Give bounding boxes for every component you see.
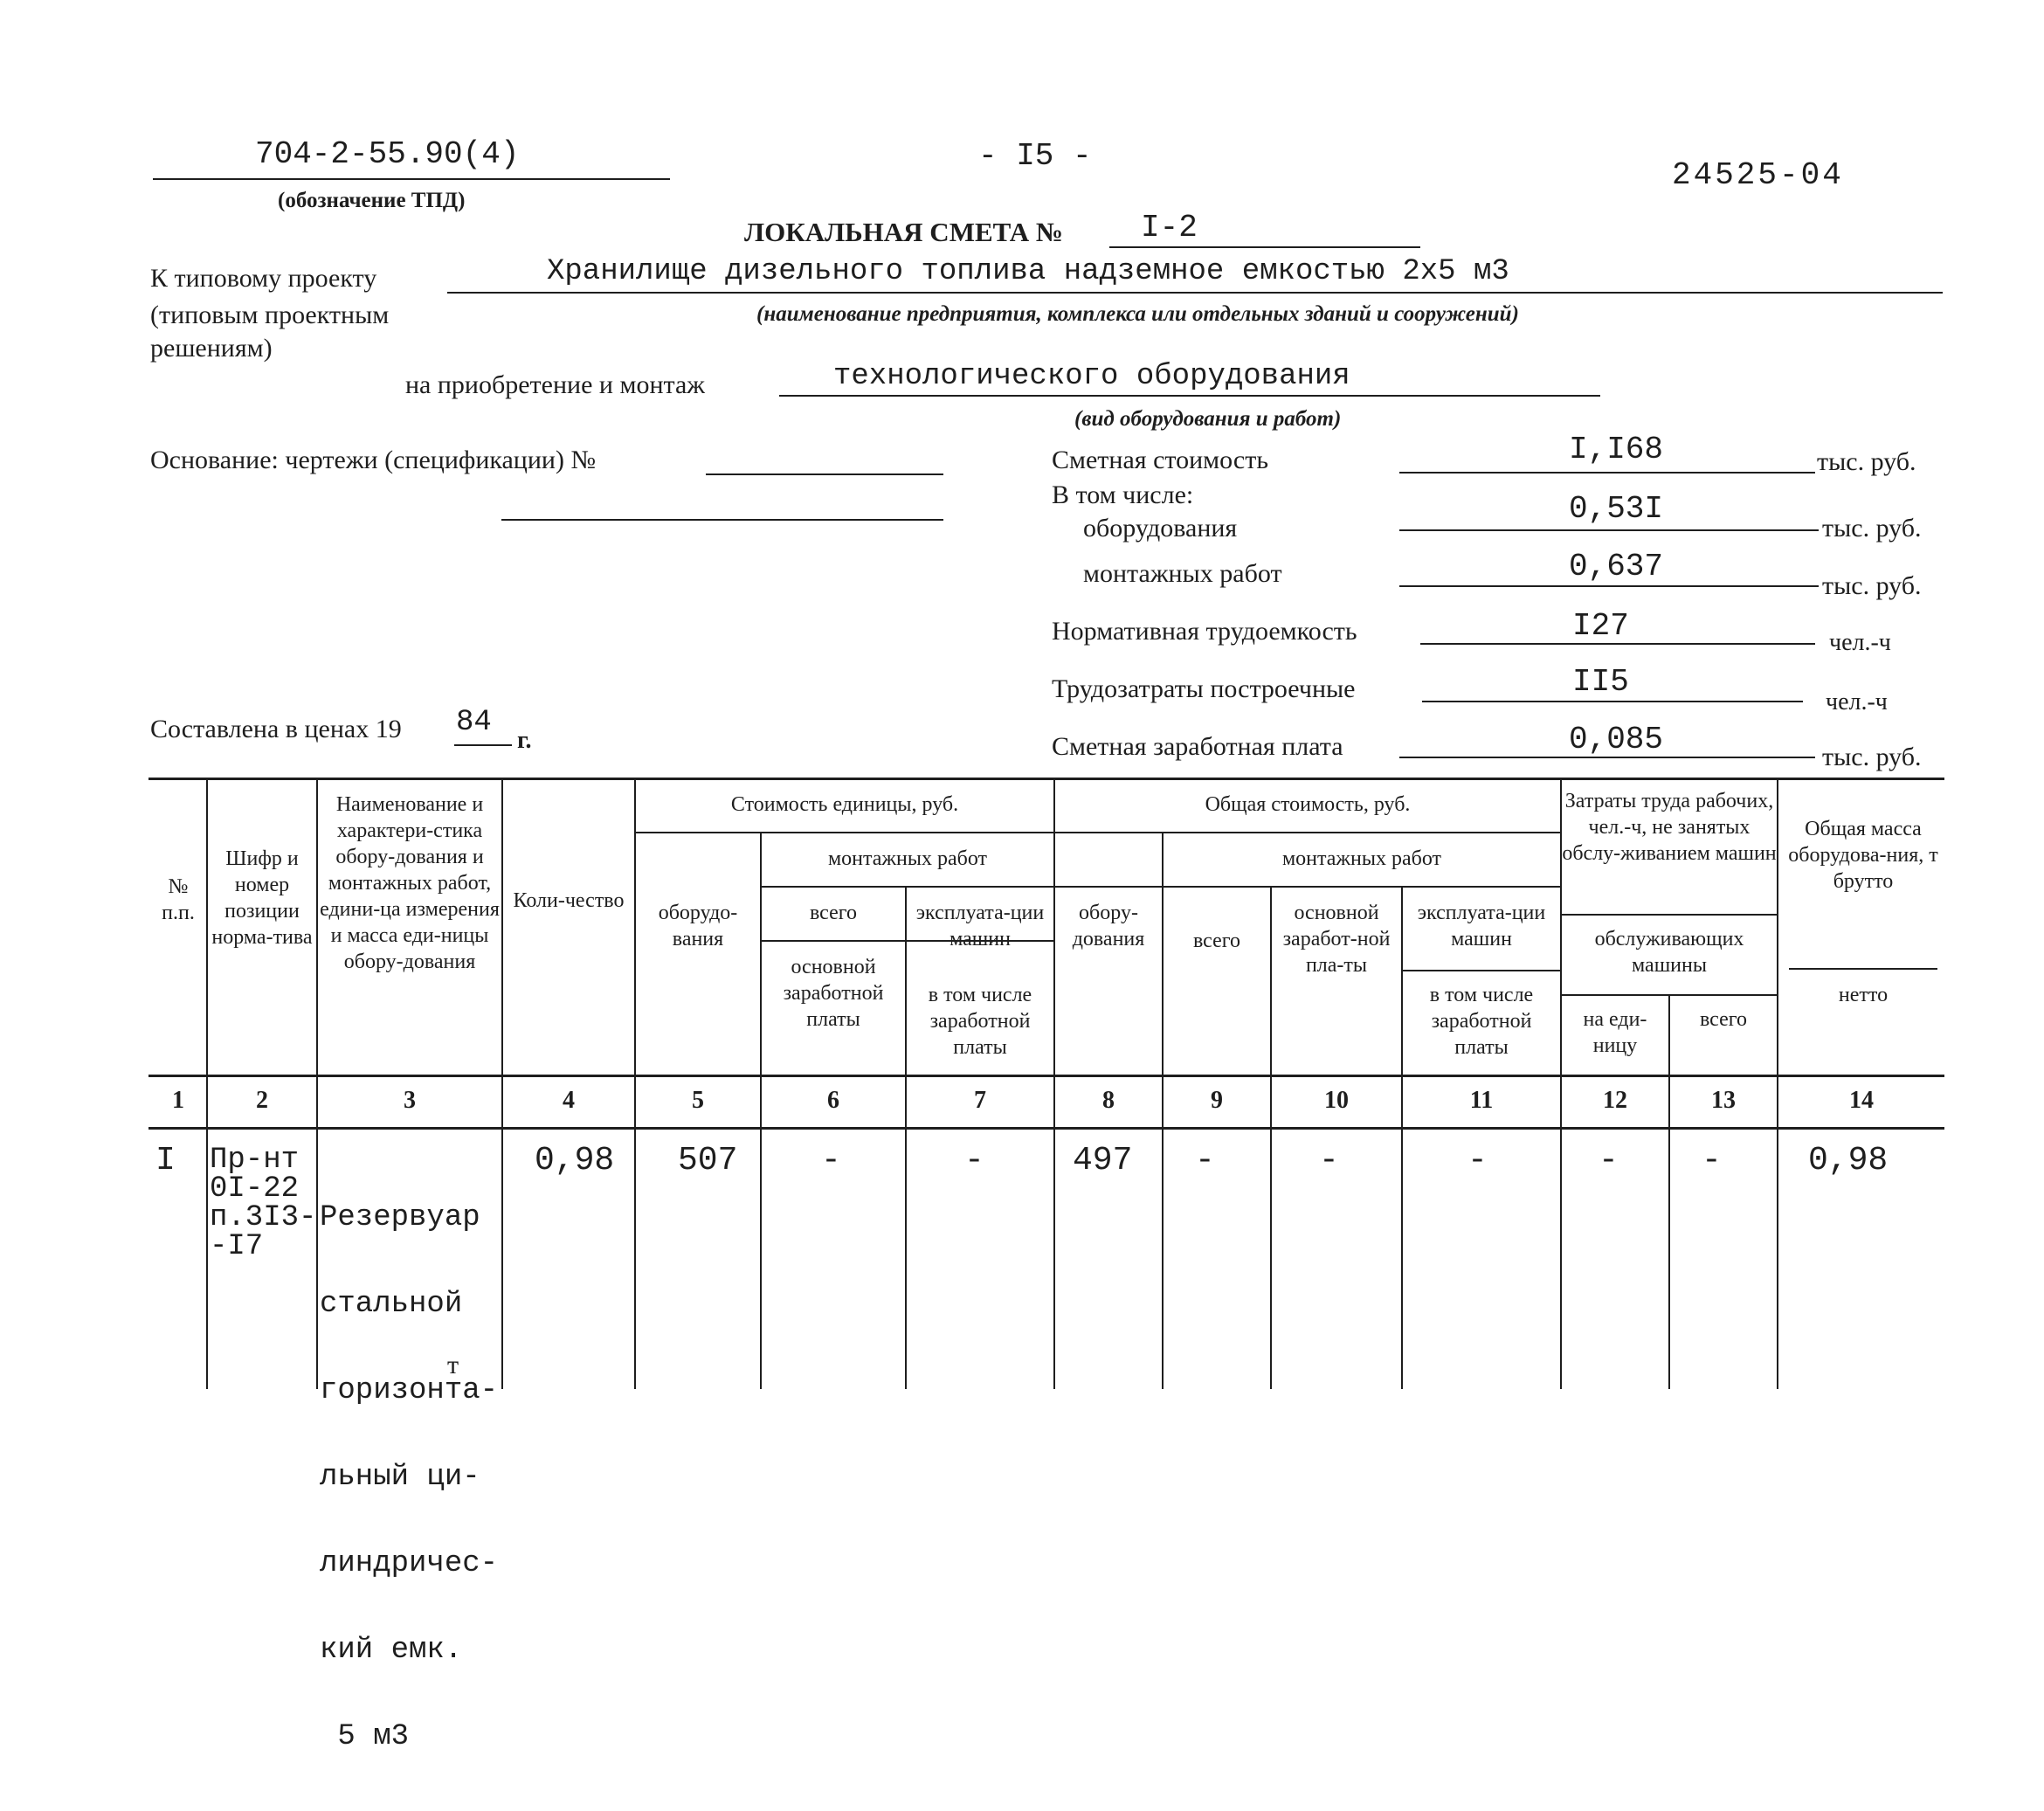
estimated-cost-underline [1399, 472, 1815, 473]
column-number: 11 [1469, 1087, 1494, 1114]
row-c7: - [964, 1142, 984, 1179]
header-labor: Затраты труда рабочих, чел.-ч, не занятых обслу-живанием машин [1562, 790, 1777, 865]
including-label: В том числе: [1052, 480, 1194, 509]
project-caption: (наименование предприятия, комплекса или отдельных зданий и сооружений) [756, 302, 1519, 326]
column-number: 10 [1324, 1087, 1349, 1114]
row-c8: 497 [1073, 1142, 1133, 1179]
table-rule-c14 [1789, 968, 1937, 970]
table-rule-labor [1560, 914, 1778, 916]
basis-label: Основание: чертежи (спецификации) № [150, 446, 597, 474]
row-description [320, 1146, 498, 1809]
basis-underline-2 [501, 519, 943, 521]
purpose-caption: (вид оборудования и работ) [1074, 407, 1342, 431]
installation-cost-value: 0,637 [1569, 549, 1664, 584]
column-number: 9 [1211, 1087, 1223, 1114]
column-number: 14 [1849, 1087, 1874, 1114]
wages-value: 0,085 [1569, 722, 1664, 757]
header-name: Наименование и характери-стика обору-дования и монтажных работ, едини-ца измерения и масса еди-ницы обору-дования [320, 793, 500, 973]
header-c9: всего [1192, 930, 1241, 952]
prices-suffix: г. [517, 727, 532, 754]
row-description-line: 5 м3 [320, 1720, 410, 1753]
prices-year-underline [454, 744, 512, 746]
archive-stamp: 24525-04 [1672, 157, 1844, 193]
column-number: 3 [404, 1087, 416, 1114]
row-description-line: кий емк. [320, 1634, 463, 1667]
row-code-line: п.3I3- [210, 1201, 317, 1234]
norm-labor-unit: чел.-ч [1829, 629, 1891, 656]
site-labor-underline [1422, 701, 1803, 702]
equipment-cost-label: оборудования [1083, 514, 1238, 543]
project-name: Хранилище дизельного топлива надземное емкостью 2х5 м3 [547, 255, 1509, 288]
vrule-12 [1668, 994, 1670, 1389]
header-c12: на еди-ницу [1583, 1008, 1647, 1057]
header-c5: оборудо-вания [658, 902, 738, 950]
estimate-number: I-2 [1141, 210, 1198, 245]
row-quantity: 0,98 [535, 1142, 615, 1179]
vrule-7 [1053, 778, 1055, 1389]
header-c6-bottom: основной заработной платы [783, 956, 884, 1031]
table-rule-unitcost [634, 832, 1560, 833]
page-number: - I5 - [978, 138, 1092, 174]
header-c11-bottom: в том числе заработной платы [1429, 984, 1534, 1059]
site-labor-value: II5 [1572, 664, 1629, 700]
header-c7-top: эксплуата-ции машин [915, 902, 1045, 950]
project-label-line3: решениям) [150, 334, 273, 363]
column-number: 5 [692, 1087, 704, 1114]
row-c6: - [821, 1142, 841, 1179]
equipment-cost-underline [1399, 529, 1819, 531]
row-description-line: стальной [320, 1288, 463, 1321]
purpose-underline [779, 395, 1600, 397]
row-c12: - [1599, 1142, 1619, 1179]
table-header-bottom [148, 1075, 1944, 1077]
vrule-6 [905, 886, 907, 1389]
row-code [210, 1146, 316, 1261]
row-description-line: льный ци- [320, 1461, 480, 1494]
table-rule-subgroups [760, 886, 1560, 888]
wages-unit: тыс. руб. [1822, 743, 1922, 771]
table-numbers-bottom [148, 1127, 1944, 1130]
header-unit-install: монтажных работ [827, 847, 988, 870]
table-rule-c11 [1403, 970, 1560, 971]
project-label: К типовому проекту [150, 264, 377, 293]
header-c6-top: всего [809, 902, 858, 924]
column-number: 7 [974, 1087, 986, 1114]
row-c14: 0,98 [1808, 1142, 1889, 1179]
column-number: 6 [827, 1087, 839, 1114]
column-number: 2 [256, 1087, 268, 1114]
table-top-border [148, 778, 1944, 780]
equipment-cost-value: 0,53I [1569, 491, 1664, 527]
document-title: ЛОКАЛЬНАЯ СМЕТА № [744, 217, 1064, 247]
estimated-cost-label: Сметная стоимость [1052, 446, 1269, 474]
row-code-line: -I7 [210, 1230, 264, 1263]
header-c7-bottom: в том числе заработной платы [928, 984, 1032, 1059]
header-code: Шифр и номер позиции норма-тива [211, 847, 313, 949]
row-description-line: Резервуар [320, 1201, 480, 1234]
document-code-underline [153, 178, 670, 180]
vrule-4 [634, 778, 636, 1389]
header-labor-serving: обслуживающих машины [1594, 928, 1744, 977]
vrule-13 [1777, 778, 1778, 1389]
row-c13: - [1702, 1142, 1722, 1179]
header-c14-top: Общая масса оборудова-ния, т брутто [1788, 818, 1938, 893]
header-c11-top: эксплуата-ции машин [1417, 902, 1546, 950]
estimated-cost-unit: тыс. руб. [1817, 447, 1916, 476]
document-code: 704-2-55.90(4) [255, 136, 520, 172]
norm-labor-label: Нормативная трудоемкость [1052, 617, 1357, 646]
header-num: № п.п. [162, 875, 195, 924]
vrule-3 [501, 778, 503, 1389]
column-number: 12 [1603, 1087, 1627, 1114]
row-unit: т [447, 1351, 459, 1379]
column-number: 4 [563, 1087, 575, 1114]
basis-underline-1 [706, 473, 943, 475]
row-c9: - [1195, 1142, 1215, 1179]
site-labor-unit: чел.-ч [1826, 688, 1888, 715]
wages-label: Сметная заработная плата [1052, 732, 1343, 761]
row-c5: 507 [678, 1142, 738, 1179]
purpose-label: на приобретение и монтаж [405, 370, 706, 399]
estimated-cost-value: I,I68 [1569, 432, 1664, 467]
vrule-10 [1401, 886, 1403, 1389]
installation-cost-label: монтажных работ [1083, 559, 1282, 588]
row-code-line: 0I-22 [210, 1172, 300, 1206]
project-underline [447, 292, 1943, 294]
header-total-install: монтажных работ [1281, 847, 1442, 870]
norm-labor-underline [1420, 643, 1815, 645]
prices-year: 84 [456, 706, 492, 739]
project-label-line2: (типовым проектным [150, 301, 390, 329]
document-code-caption: (обозначение ТПД) [278, 189, 466, 212]
header-c14-bottom: нетто [1838, 984, 1889, 1006]
row-number: I [155, 1142, 176, 1179]
header-c10: основной заработ-ной пла-ты [1282, 902, 1391, 977]
installation-cost-underline [1399, 585, 1819, 587]
row-description-line: линдричес- [320, 1547, 499, 1580]
row-c11: - [1467, 1142, 1488, 1179]
column-number: 1 [172, 1087, 184, 1114]
purpose-value: технологического оборудования [833, 360, 1350, 393]
row-c10: - [1319, 1142, 1339, 1179]
header-total-cost: Общая стоимость, руб. [1205, 793, 1411, 816]
vrule-11 [1560, 778, 1562, 1389]
prices-label: Составлена в ценах 19 [150, 715, 402, 743]
column-number: 8 [1102, 1087, 1115, 1114]
header-c8: обору-дования [1072, 902, 1145, 950]
equipment-cost-unit: тыс. руб. [1822, 514, 1922, 543]
installation-cost-unit: тыс. руб. [1822, 571, 1922, 600]
header-quantity: Коли-чество [513, 889, 625, 912]
row-description-line: горизонта- [320, 1374, 499, 1407]
header-c13: всего [1699, 1008, 1748, 1031]
wages-underline [1399, 757, 1815, 758]
norm-labor-value: I27 [1572, 608, 1629, 644]
header-unit-cost: Стоимость единицы, руб. [730, 793, 959, 816]
row-code-line: Пр-нт [210, 1144, 300, 1177]
column-number: 13 [1711, 1087, 1736, 1114]
site-labor-label: Трудозатраты построечные [1052, 674, 1356, 703]
estimate-number-underline [1109, 246, 1420, 248]
